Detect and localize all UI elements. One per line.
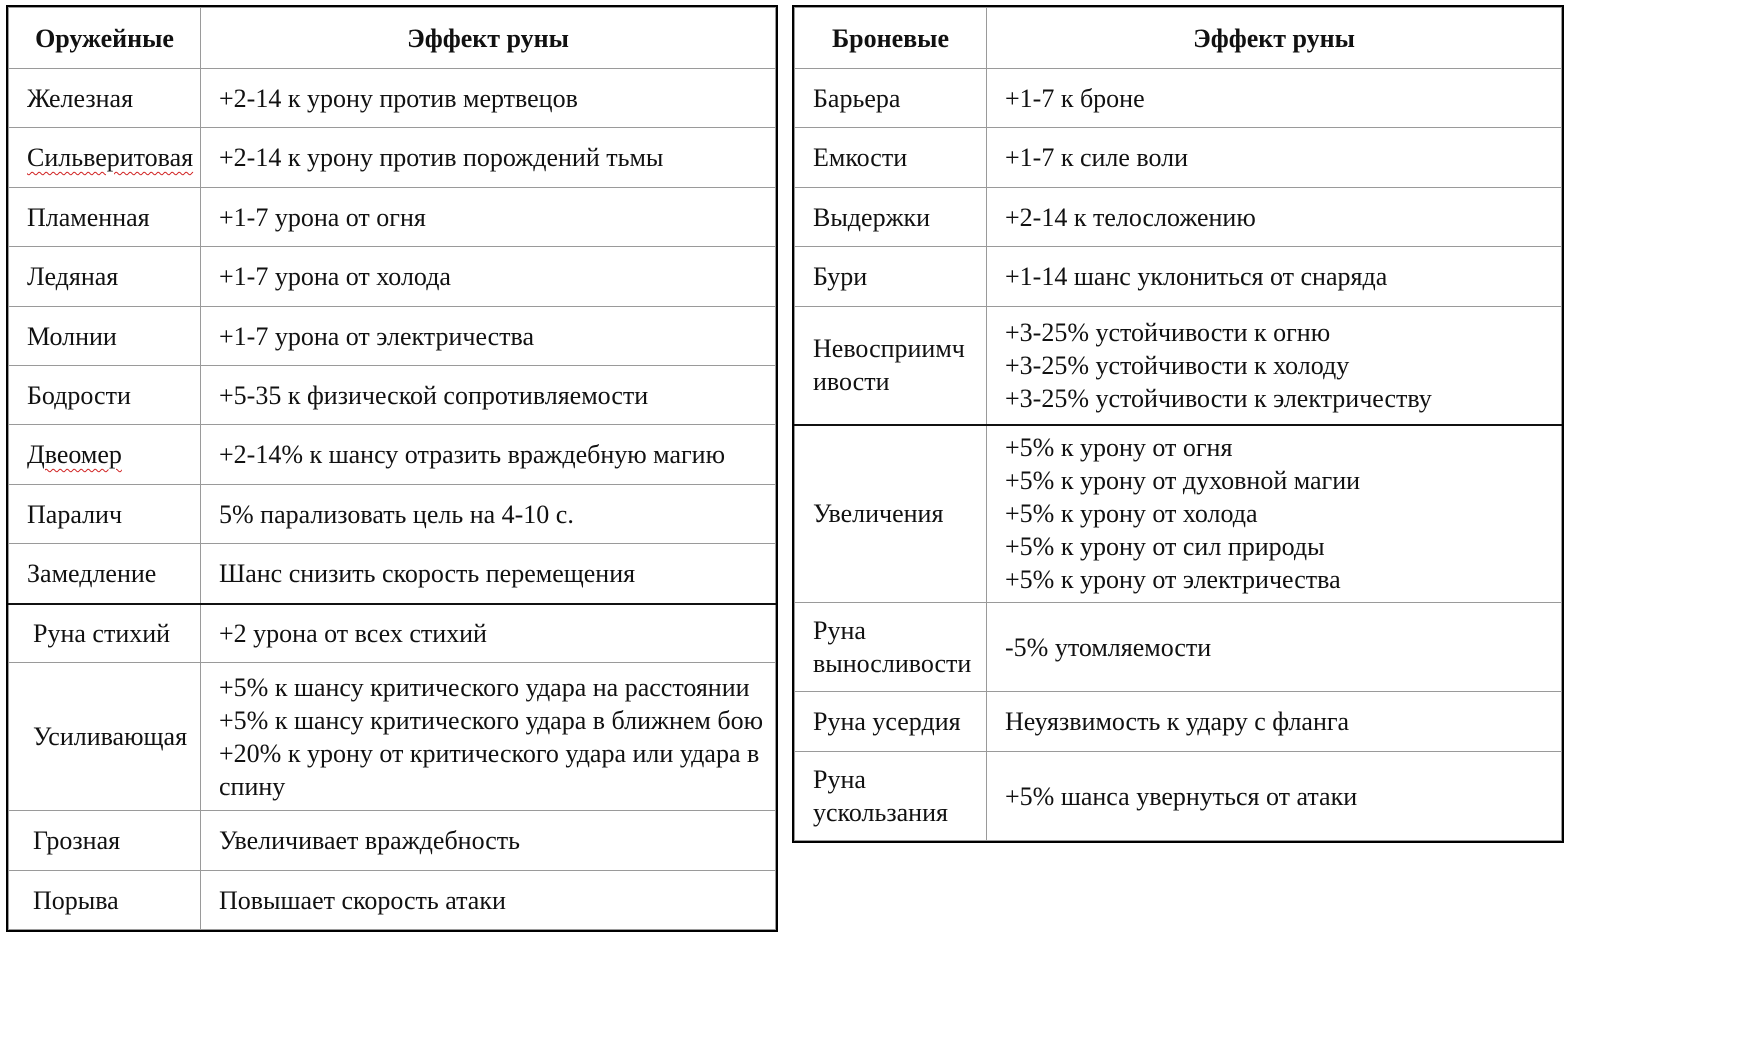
table-row bbox=[795, 69, 1562, 128]
rune-name: Молнии bbox=[9, 307, 201, 366]
rune-effect bbox=[987, 425, 1562, 603]
rune-name: Паралич bbox=[9, 485, 201, 544]
rune-name bbox=[795, 307, 987, 425]
rune-name: Ледяная bbox=[9, 247, 201, 307]
rune-effect: +2-14% к шансу отразить враждебную магию bbox=[201, 425, 776, 485]
rune-name: Увеличения bbox=[795, 425, 987, 603]
armor-effect-header: Эффект руны bbox=[987, 8, 1562, 69]
rune-name: Замедление bbox=[9, 544, 201, 604]
rune-name: Порыва bbox=[9, 871, 201, 930]
rune-effect: +1-7 урона от электричества bbox=[201, 307, 776, 366]
armor-type-header: Броневые bbox=[795, 8, 987, 69]
rune-name bbox=[9, 425, 201, 485]
rune-effect: Увеличивает враждебность bbox=[201, 811, 776, 871]
rune-effect: +5% шанса увернуться от атаки bbox=[987, 752, 1562, 841]
table-row bbox=[795, 603, 1562, 692]
rune-effect-line: +5% к урону от огня bbox=[1005, 433, 1233, 463]
table-row bbox=[9, 69, 776, 128]
rune-effect: +1-14 шанс уклониться от снаряда bbox=[987, 247, 1562, 307]
weapon-type-header: Оружейные bbox=[9, 8, 201, 69]
rune-effect bbox=[201, 663, 776, 811]
rune-effect: +2 урона от всех стихий bbox=[201, 604, 776, 663]
rune-effect-line: +5% к шансу критического удара в ближнем бою bbox=[219, 705, 764, 735]
rune-name: Руна стихий bbox=[9, 604, 201, 663]
rune-effect: +1-7 к силе воли bbox=[987, 128, 1562, 188]
table-row bbox=[795, 752, 1562, 841]
rune-name: Усиливающая bbox=[9, 663, 201, 811]
table-row bbox=[9, 604, 776, 663]
rune-effect: Шанс снизить скорость перемещения bbox=[201, 544, 776, 604]
weapon-effect-header: Эффект руны bbox=[201, 8, 776, 69]
rune-effect-line: +5% к урону от электричества bbox=[1005, 565, 1341, 595]
rune-effect: +2-14 к урону против мертвецов bbox=[201, 69, 776, 128]
table-row bbox=[9, 663, 776, 811]
rune-effect: Повышает скорость атаки bbox=[201, 871, 776, 930]
rune-name: Пламенная bbox=[9, 188, 201, 247]
armor-runes-table bbox=[794, 7, 1562, 841]
table-row bbox=[9, 247, 776, 307]
rune-effect: -5% утомляемости bbox=[987, 603, 1562, 692]
table-row bbox=[9, 544, 776, 604]
table-row bbox=[795, 188, 1562, 247]
rune-effect: +1-7 к броне bbox=[987, 69, 1562, 128]
rune-effect: +2-14 к телосложению bbox=[987, 188, 1562, 247]
rune-effect: +1-7 урона от холода bbox=[201, 247, 776, 307]
rune-effect-line: +20% к урону от критического удара или удара в спину bbox=[219, 738, 760, 801]
table-row bbox=[9, 307, 776, 366]
rune-name: Железная bbox=[9, 69, 201, 128]
table-header-row bbox=[795, 8, 1562, 69]
rune-name: Выдержки bbox=[795, 188, 987, 247]
rune-name: Емкости bbox=[795, 128, 987, 188]
rune-effect-line: +5% к урону от сил природы bbox=[1005, 532, 1325, 562]
rune-name: Бури bbox=[795, 247, 987, 307]
rune-effect-line: +5% к шансу критического удара на расстоянии bbox=[219, 672, 750, 702]
rune-name: Руна выносливости bbox=[795, 603, 987, 692]
rune-name bbox=[9, 128, 201, 188]
rune-effect: Неуязвимость к удару с фланга bbox=[987, 692, 1562, 752]
table-row bbox=[795, 692, 1562, 752]
table-row bbox=[9, 811, 776, 871]
rune-effect: +2-14 к урону против порождений тьмы bbox=[201, 128, 776, 188]
rune-name: Руна ускользания bbox=[795, 752, 987, 841]
table-row bbox=[9, 485, 776, 544]
table-row bbox=[9, 871, 776, 930]
table-row bbox=[795, 247, 1562, 307]
table-row bbox=[9, 425, 776, 485]
table-row bbox=[795, 307, 1562, 425]
rune-effect-line: +3-25% устойчивости к электричеству bbox=[1005, 383, 1432, 413]
rune-effect-line: +5% к урону от духовной магии bbox=[1005, 466, 1361, 496]
rune-name: Руна усердия bbox=[795, 692, 987, 752]
rune-name-text: Невосприимчивости bbox=[813, 334, 965, 397]
table-header-row bbox=[9, 8, 776, 69]
rune-name: Бодрости bbox=[9, 366, 201, 425]
rune-effect: 5% парализовать цель на 4-10 с. bbox=[201, 485, 776, 544]
table-row bbox=[795, 425, 1562, 603]
rune-effect-line: +3-25% устойчивости к холоду bbox=[1005, 350, 1350, 380]
rune-effect: +5-35 к физической сопротивляемости bbox=[201, 366, 776, 425]
weapon-runes-table bbox=[8, 7, 776, 930]
table-row bbox=[795, 128, 1562, 188]
rune-effect: +1-7 урона от огня bbox=[201, 188, 776, 247]
table-row bbox=[9, 188, 776, 247]
rune-effect-line: +3-25% устойчивости к огню bbox=[1005, 317, 1331, 347]
rune-name-text: Двеомер bbox=[27, 440, 122, 469]
rune-effect-line: +5% к урону от холода bbox=[1005, 499, 1258, 529]
rune-name-text: Сильверитовая bbox=[27, 143, 194, 172]
rune-effect bbox=[987, 307, 1562, 425]
table-row bbox=[9, 128, 776, 188]
rune-name: Грозная bbox=[9, 811, 201, 871]
table-row bbox=[9, 366, 776, 425]
rune-name: Барьера bbox=[795, 69, 987, 128]
